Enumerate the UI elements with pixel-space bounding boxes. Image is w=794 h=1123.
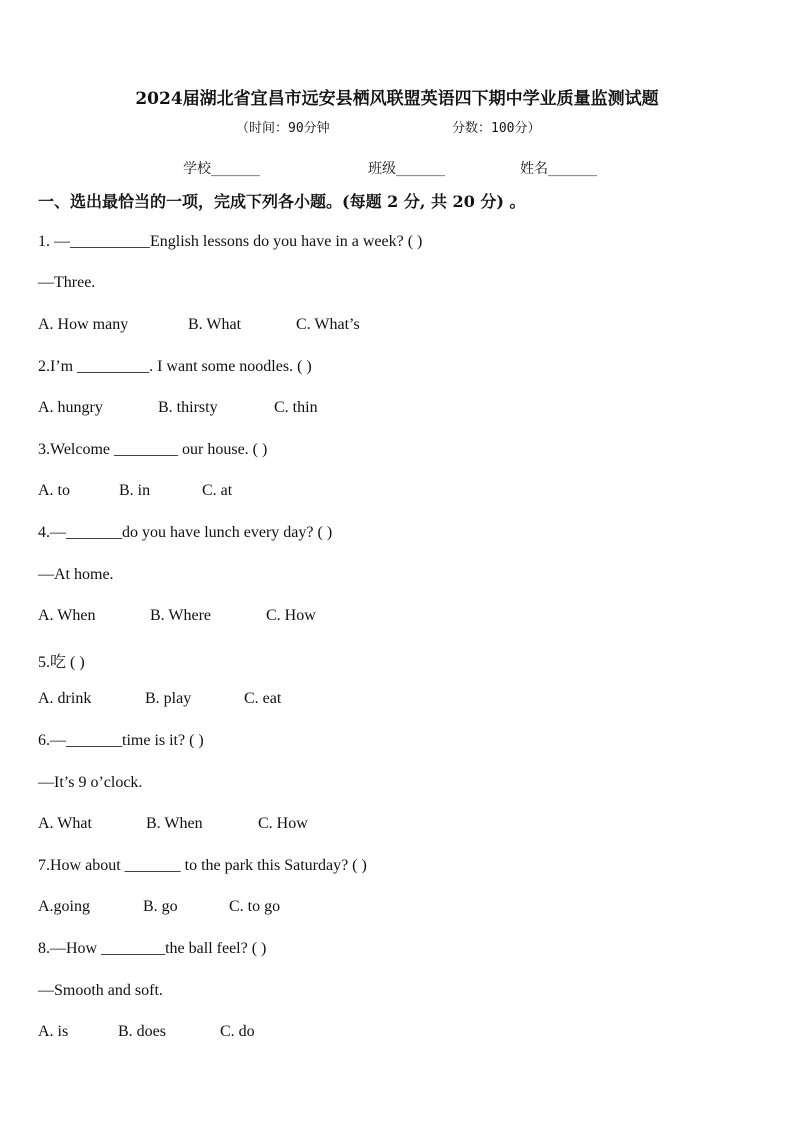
question-stem: 8.—How ________the ball feel? ( ): [38, 940, 267, 957]
option-a: A. What: [38, 815, 92, 832]
exam-time: （时间：90分钟: [236, 121, 330, 136]
option-a: A.going: [38, 898, 90, 915]
exam-meta: [0, 117, 794, 137]
option-c: C. What’s: [296, 316, 360, 333]
option-c: C. eat: [244, 690, 282, 707]
option-b: B. thirsty: [158, 399, 218, 416]
option-b: B. What: [188, 316, 242, 333]
option-c: C. How: [258, 815, 308, 832]
question-stem: 5.吃 ( ): [38, 654, 85, 671]
question-stem: 7.How about _______ to the park this Saturday? ( ): [38, 857, 367, 874]
question-answer-line: —Smooth and soft.: [38, 982, 163, 999]
option-b: B. go: [143, 898, 178, 915]
name-field: 姓名_______: [520, 161, 597, 177]
question-stem: 4.—_______do you have lunch every day? ( ): [38, 524, 333, 541]
question-answer-line: —At home.: [38, 566, 114, 583]
option-a: A. is: [38, 1023, 69, 1040]
option-a: A. to: [38, 482, 70, 499]
option-a: A. drink: [38, 690, 92, 707]
question-answer-line: —Three.: [38, 274, 96, 291]
option-c: C. thin: [274, 399, 318, 416]
question-stem: 1. —__________English lessons do you have in a week? ( ): [38, 233, 423, 250]
option-c: C. to go: [229, 898, 281, 915]
option-b: B. in: [119, 482, 151, 499]
option-c: C. do: [220, 1023, 255, 1040]
option-b: B. play: [145, 690, 192, 707]
exam-score: 分数：100分）: [452, 121, 541, 136]
option-c: C. at: [202, 482, 233, 499]
question-answer-line: —It’s 9 o’clock.: [38, 774, 143, 791]
exam-title: 2024届湖北省宜昌市远安县栖风联盟英语四下期中学业质量监测试题: [135, 89, 659, 109]
question-stem: 2.I’m _________. I want some noodles. ( ): [38, 358, 312, 375]
question-stem: 6.—_______time is it? ( ): [38, 732, 204, 749]
option-c: C. How: [266, 607, 316, 624]
class-field: 班级_______: [368, 161, 445, 177]
option-a: A. hungry: [38, 399, 103, 416]
question-stem: 3.Welcome ________ our house. ( ): [38, 441, 268, 458]
school-field: 学校_______: [183, 161, 260, 177]
option-b: B. When: [146, 815, 203, 832]
section-heading: 一、选出最恰当的一项，完成下列各小题。(每题 2 分, 共 20 分) 。: [38, 192, 526, 211]
option-b: B. does: [118, 1023, 166, 1040]
student-info: [0, 158, 794, 178]
option-a: A. How many: [38, 316, 129, 333]
option-a: A. When: [38, 607, 96, 624]
option-b: B. Where: [150, 607, 212, 624]
